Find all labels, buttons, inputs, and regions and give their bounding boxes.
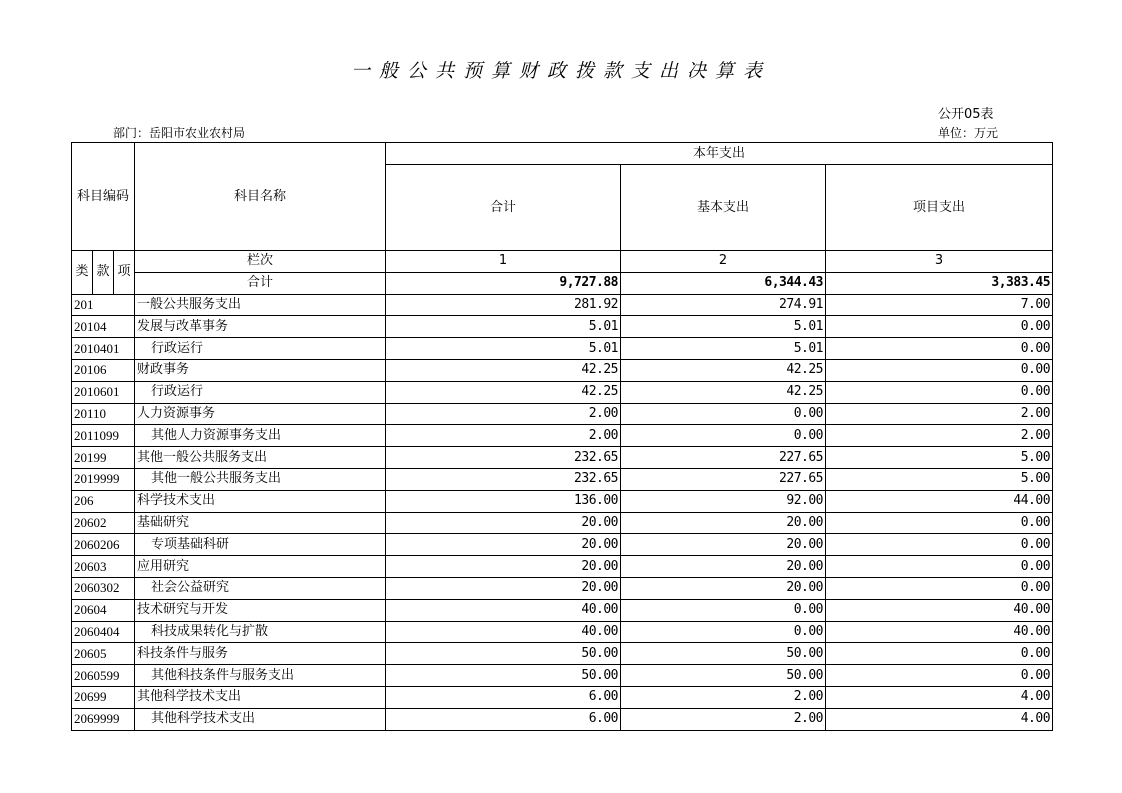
row-project: 0.00 bbox=[826, 512, 1053, 534]
page-title: 一般公共预算财政拨款支出决算表 bbox=[350, 60, 771, 82]
table-row bbox=[72, 316, 1053, 338]
row-project: 4.00 bbox=[826, 686, 1053, 708]
row-basic: 20.00 bbox=[621, 512, 826, 534]
row-project: 0.00 bbox=[826, 534, 1053, 556]
row-name: 其他一般公共服务支出 bbox=[135, 447, 386, 469]
table-row bbox=[72, 425, 1053, 447]
row-basic: 274.91 bbox=[621, 294, 826, 316]
row-code: 20602 bbox=[72, 512, 135, 534]
row-total: 5.01 bbox=[386, 316, 621, 338]
expenditure-table bbox=[71, 142, 1053, 731]
row-project: 7.00 bbox=[826, 294, 1053, 316]
row-code: 2010401 bbox=[72, 338, 135, 360]
row-project: 2.00 bbox=[826, 403, 1053, 425]
row-basic: 42.25 bbox=[621, 359, 826, 381]
row-project: 40.00 bbox=[826, 599, 1053, 621]
table-row bbox=[72, 512, 1053, 534]
header-col2: 2 bbox=[621, 251, 826, 273]
row-total: 6.00 bbox=[386, 708, 621, 730]
row-code: 20110 bbox=[72, 403, 135, 425]
row-name: 科学技术支出 bbox=[135, 490, 386, 512]
row-basic: 50.00 bbox=[621, 643, 826, 665]
table-row bbox=[72, 534, 1053, 556]
row-basic: 42.25 bbox=[621, 381, 826, 403]
header-kuan: 款 bbox=[93, 251, 114, 295]
table-row bbox=[72, 359, 1053, 381]
header-total: 合计 bbox=[386, 165, 621, 251]
row-project: 40.00 bbox=[826, 621, 1053, 643]
header-code: 科目编码 bbox=[72, 143, 135, 251]
row-code: 20106 bbox=[72, 359, 135, 381]
row-code: 20199 bbox=[72, 447, 135, 469]
row-total: 5.01 bbox=[386, 338, 621, 360]
table-row bbox=[72, 599, 1053, 621]
row-basic: 2.00 bbox=[621, 708, 826, 730]
row-total: 20.00 bbox=[386, 512, 621, 534]
row-code: 2010601 bbox=[72, 381, 135, 403]
row-project: 0.00 bbox=[826, 665, 1053, 687]
table-row bbox=[72, 665, 1053, 687]
header-xiang: 项 bbox=[114, 251, 135, 295]
table-row bbox=[72, 708, 1053, 730]
row-basic: 92.00 bbox=[621, 490, 826, 512]
header-name: 科目名称 bbox=[135, 143, 386, 251]
row-name: 一般公共服务支出 bbox=[135, 294, 386, 316]
total-row-basic: 6,344.43 bbox=[621, 272, 826, 294]
table-row bbox=[72, 294, 1053, 316]
row-basic: 5.01 bbox=[621, 316, 826, 338]
table-row bbox=[72, 621, 1053, 643]
row-project: 4.00 bbox=[826, 708, 1053, 730]
row-basic: 0.00 bbox=[621, 425, 826, 447]
row-name: 其他科技条件与服务支出 bbox=[135, 665, 386, 687]
department-label: 部门：岳阳市农业农村局 bbox=[113, 126, 246, 140]
total-row-label: 合计 bbox=[135, 272, 386, 294]
row-basic: 227.65 bbox=[621, 447, 826, 469]
row-basic: 20.00 bbox=[621, 577, 826, 599]
table-row bbox=[72, 468, 1053, 490]
row-basic: 0.00 bbox=[621, 621, 826, 643]
row-name: 科技条件与服务 bbox=[135, 643, 386, 665]
row-total: 20.00 bbox=[386, 534, 621, 556]
header-year-expense: 本年支出 bbox=[386, 143, 1053, 165]
row-project: 0.00 bbox=[826, 556, 1053, 578]
row-name: 技术研究与开发 bbox=[135, 599, 386, 621]
table-row bbox=[72, 643, 1053, 665]
row-name: 社会公益研究 bbox=[135, 577, 386, 599]
header-col1: 1 bbox=[386, 251, 621, 273]
row-code: 2069999 bbox=[72, 708, 135, 730]
form-number: 公开05表 bbox=[938, 107, 994, 122]
row-total: 2.00 bbox=[386, 403, 621, 425]
row-project: 0.00 bbox=[826, 316, 1053, 338]
table-row bbox=[72, 403, 1053, 425]
row-code: 20104 bbox=[72, 316, 135, 338]
row-total: 42.25 bbox=[386, 381, 621, 403]
row-code: 2060206 bbox=[72, 534, 135, 556]
row-name: 科技成果转化与扩散 bbox=[135, 621, 386, 643]
row-basic: 0.00 bbox=[621, 403, 826, 425]
header-col3: 3 bbox=[826, 251, 1053, 273]
row-total: 6.00 bbox=[386, 686, 621, 708]
header-lei: 类 bbox=[72, 251, 93, 295]
row-code: 20605 bbox=[72, 643, 135, 665]
row-project: 5.00 bbox=[826, 468, 1053, 490]
total-row-project: 3,383.45 bbox=[826, 272, 1053, 294]
row-project: 0.00 bbox=[826, 577, 1053, 599]
row-name: 其他人力资源事务支出 bbox=[135, 425, 386, 447]
row-total: 281.92 bbox=[386, 294, 621, 316]
header-project: 项目支出 bbox=[826, 165, 1053, 251]
table-row bbox=[72, 577, 1053, 599]
row-name: 基础研究 bbox=[135, 512, 386, 534]
row-total: 20.00 bbox=[386, 556, 621, 578]
row-name: 人力资源事务 bbox=[135, 403, 386, 425]
row-project: 0.00 bbox=[826, 381, 1053, 403]
row-total: 40.00 bbox=[386, 599, 621, 621]
row-total: 2.00 bbox=[386, 425, 621, 447]
table-row bbox=[72, 490, 1053, 512]
row-name: 财政事务 bbox=[135, 359, 386, 381]
unit-label: 单位：万元 bbox=[938, 126, 999, 140]
row-code: 20603 bbox=[72, 556, 135, 578]
table-row bbox=[72, 556, 1053, 578]
row-project: 44.00 bbox=[826, 490, 1053, 512]
row-name: 其他科学技术支出 bbox=[135, 708, 386, 730]
row-total: 20.00 bbox=[386, 577, 621, 599]
total-row-total: 9,727.88 bbox=[386, 272, 621, 294]
row-name: 发展与改革事务 bbox=[135, 316, 386, 338]
row-basic: 5.01 bbox=[621, 338, 826, 360]
row-basic: 2.00 bbox=[621, 686, 826, 708]
row-name: 其他一般公共服务支出 bbox=[135, 468, 386, 490]
row-name: 行政运行 bbox=[135, 381, 386, 403]
row-name: 应用研究 bbox=[135, 556, 386, 578]
row-basic: 50.00 bbox=[621, 665, 826, 687]
row-code: 2060302 bbox=[72, 577, 135, 599]
row-basic: 0.00 bbox=[621, 599, 826, 621]
row-project: 0.00 bbox=[826, 643, 1053, 665]
row-project: 0.00 bbox=[826, 359, 1053, 381]
row-code: 2019999 bbox=[72, 468, 135, 490]
row-project: 0.00 bbox=[826, 338, 1053, 360]
row-code: 2060404 bbox=[72, 621, 135, 643]
row-total: 232.65 bbox=[386, 468, 621, 490]
row-basic: 20.00 bbox=[621, 534, 826, 556]
row-basic: 227.65 bbox=[621, 468, 826, 490]
row-name: 行政运行 bbox=[135, 338, 386, 360]
row-total: 136.00 bbox=[386, 490, 621, 512]
row-total: 40.00 bbox=[386, 621, 621, 643]
row-code: 20699 bbox=[72, 686, 135, 708]
row-total: 50.00 bbox=[386, 643, 621, 665]
row-name: 专项基础科研 bbox=[135, 534, 386, 556]
row-code: 2011099 bbox=[72, 425, 135, 447]
row-code: 201 bbox=[72, 294, 135, 316]
row-name: 其他科学技术支出 bbox=[135, 686, 386, 708]
table-row bbox=[72, 447, 1053, 469]
row-total: 232.65 bbox=[386, 447, 621, 469]
header-basic: 基本支出 bbox=[621, 165, 826, 251]
row-basic: 20.00 bbox=[621, 556, 826, 578]
table-row bbox=[72, 686, 1053, 708]
header-lanci: 栏次 bbox=[135, 251, 386, 273]
row-project: 5.00 bbox=[826, 447, 1053, 469]
table-row bbox=[72, 338, 1053, 360]
table-row bbox=[72, 381, 1053, 403]
row-code: 20604 bbox=[72, 599, 135, 621]
row-total: 42.25 bbox=[386, 359, 621, 381]
row-total: 50.00 bbox=[386, 665, 621, 687]
row-code: 2060599 bbox=[72, 665, 135, 687]
row-project: 2.00 bbox=[826, 425, 1053, 447]
row-code: 206 bbox=[72, 490, 135, 512]
